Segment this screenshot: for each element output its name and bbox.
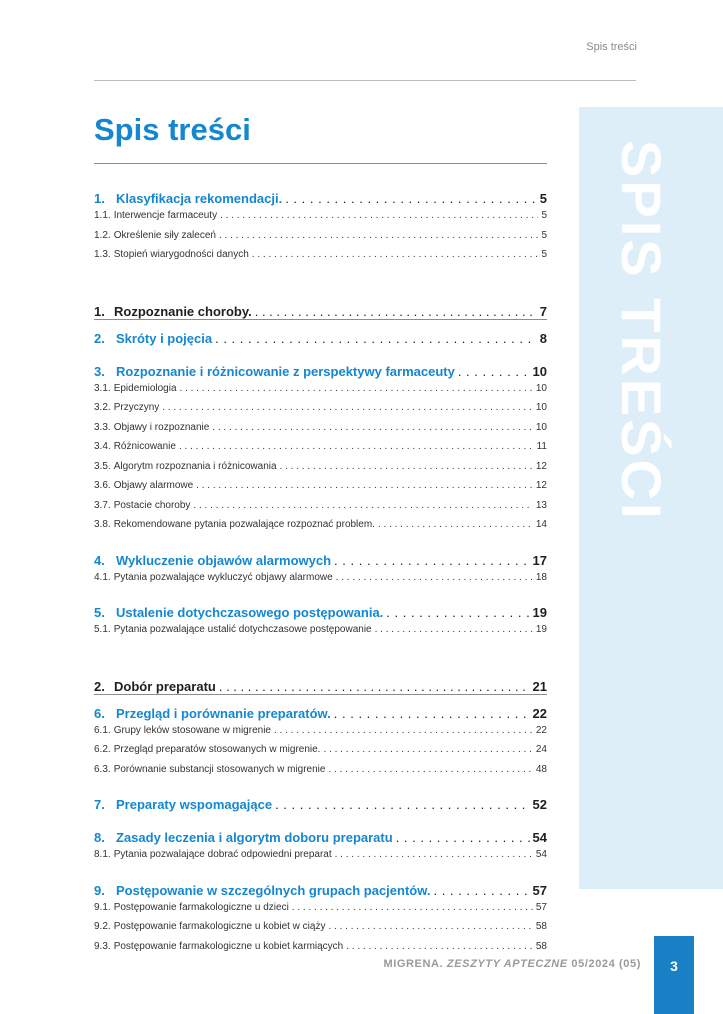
toc-leader-dots [196,480,533,491]
toc-number: 3.4. [94,441,111,453]
toc-subentry[interactable] [94,206,547,226]
toc-number: 3.3. [94,421,111,433]
toc-leader-dots [179,441,534,452]
toc-page-number: 11 [536,441,547,453]
toc-page-number: 17 [532,552,547,568]
toc-leader-dots [323,744,532,755]
toc-chapter-entry[interactable] [94,320,547,346]
toc-label: Różnicowanie [113,441,176,453]
running-header: Spis treści [586,41,637,53]
toc-label: Preparaty wspomagające [116,797,273,812]
toc-label: Zasady leczenia i algorytm doboru preparatu [116,830,393,845]
toc-leader-dots [458,364,530,379]
toc-label: Interwencje farmaceuty [113,210,218,222]
toc-subentry[interactable] [94,721,547,741]
toc-part-entry[interactable] [94,666,547,695]
toc-subentry[interactable] [94,620,547,640]
toc-label: Postępowanie farmakologiczne u kobiet karmiących [113,940,344,952]
toc-label: Algorytm rozpoznania i różnicowania [113,460,277,472]
toc-label: Określenie siły zaleceń [113,229,216,241]
toc-label: Pytania pozwalające ustalić dotychczasowe postępowanie [113,624,372,636]
toc-page-number: 5 [541,249,547,261]
footer-journal: ZESZYTY APTECZNE [446,958,568,970]
toc-page-number: 10 [535,421,547,433]
toc-leader-dots [335,849,533,860]
toc-number: 7. [94,797,105,812]
toc-label: Pytania pozwalające dobrać odpowiedni preparat [113,849,332,861]
toc-subentry[interactable] [94,245,547,265]
toc-page-number: 14 [535,519,547,531]
toc-label: Ustalenie dotychczasowego postępowania. [116,605,384,620]
toc-number: 2. [94,330,105,346]
toc-label: Przegląd preparatów stosowanych w migrenie. [113,744,321,756]
toc-number: 2. [94,678,105,694]
toc-label: Epidemiologia [113,382,177,394]
toc-part-entry[interactable] [94,291,547,320]
toc-leader-dots [255,304,537,319]
toc-subentry[interactable] [94,226,547,246]
toc-subentry[interactable] [94,398,547,418]
toc-label: Rekomendowane pytania pozwalające rozpoznać problem. [113,519,375,531]
toc-page-number: 24 [535,744,547,756]
toc-leader-dots [212,422,533,433]
toc-leader-dots [280,461,533,472]
toc-page-number: 5 [541,210,547,222]
toc-number: 3.1. [94,382,111,394]
toc-number: 9. [94,882,105,898]
toc-leader-dots [396,830,530,845]
toc-leader-dots [328,764,532,775]
toc-number: 5. [94,605,105,620]
toc-page-number: 58 [535,940,547,952]
page-number: 3 [670,958,678,974]
toc-leader-dots [334,706,530,721]
toc-subentry[interactable] [94,437,547,457]
toc-subentry[interactable] [94,845,547,865]
toc-page-number: 57 [535,901,547,913]
toc-page-number: 10 [532,363,547,379]
toc-label: Postępowanie farmakologiczne u kobiet w ciąży [113,921,326,933]
toc-page-number: 13 [535,499,547,511]
toc-number: 3. [94,363,105,379]
toc-label: Postępowanie farmakologiczne u dzieci [113,901,289,913]
toc-leader-dots [252,249,539,260]
toc-leader-dots [193,500,532,511]
toc-number: 8.1. [94,849,111,861]
toc-subentry[interactable] [94,740,547,760]
toc-number: 1.1. [94,210,111,222]
toc-subentry[interactable] [94,937,547,957]
toc-page-number: 12 [535,460,547,472]
toc-subentry[interactable] [94,496,547,516]
toc-label: Postacie choroby [113,499,191,511]
toc-leader-dots [219,230,538,241]
toc-number: 6.1. [94,724,111,736]
toc-number: 6. [94,705,105,721]
toc-label: Stopień wiarygodności danych [113,249,249,261]
toc-page-number: 10 [535,382,547,394]
toc-leader-dots [162,402,533,413]
toc-label: Przegląd i porównanie preparatów. [116,705,331,721]
toc-chapter-entry[interactable] [94,542,547,568]
toc-page-number: 10 [535,402,547,414]
toc-number: 4. [94,552,105,568]
toc-page-number: 19 [532,605,547,620]
toc-leader-dots [433,883,529,898]
toc-label: Objawy alarmowe [113,480,194,492]
toc-label: Przyczyny [113,402,160,414]
toc-leader-dots [375,624,533,635]
header-divider [94,80,636,81]
toc-number: 1. [94,303,105,319]
toc-chapter-entry[interactable] [94,786,547,812]
toc-label: Rozpoznanie choroby. [114,303,252,319]
toc-number: 3.8. [94,519,111,531]
toc-chapter-entry[interactable] [94,695,547,721]
toc-number: 4.1. [94,571,111,583]
footer-issue: 05/2024 (05) [571,958,641,970]
toc-number: 3.5. [94,460,111,472]
toc-subentry[interactable] [94,476,547,496]
toc-page-number: 7 [539,303,547,319]
toc-leader-dots [334,553,529,568]
toc-number: 3.6. [94,480,111,492]
toc-chapter-entry[interactable] [94,594,547,620]
page-title: Spis treści [94,112,251,147]
toc-label: Wykluczenie objawów alarmowych [116,552,332,568]
toc-leader-dots [386,605,529,620]
toc-number: 3.7. [94,499,111,511]
toc-subentry[interactable] [94,568,547,588]
title-divider [94,163,547,164]
toc-label: Klasyfikacja rekomendacji. [116,191,283,206]
toc-page-number: 12 [535,480,547,492]
toc-page-number: 54 [532,830,547,845]
toc-number: 3.2. [94,402,111,414]
toc-page-number: 18 [535,571,547,583]
toc-chapter-entry[interactable] [94,819,547,845]
toc-number: 5.1. [94,624,111,636]
toc-page-number: 48 [535,763,547,775]
toc-number: 8. [94,830,105,845]
table-of-contents [94,180,547,956]
toc-label: Skróty i pojęcia [116,330,213,346]
toc-subentry[interactable] [94,457,547,477]
side-label: SPIS TREŚCI [610,140,673,522]
toc-number: 9.1. [94,901,111,913]
toc-number: 6.3. [94,763,111,775]
toc-page-number: 5 [539,191,547,206]
toc-label: Grupy leków stosowane w migrenie [113,724,271,736]
toc-page-number: 58 [535,921,547,933]
toc-label: Dobór preparatu [114,678,216,694]
toc-page-number: 57 [532,882,547,898]
toc-subentry[interactable] [94,379,547,399]
toc-label: Pytania pozwalające wykluczyć objawy alarmowe [113,571,333,583]
toc-leader-dots [285,191,537,206]
toc-leader-dots [180,383,533,394]
toc-page-number: 54 [535,849,547,861]
toc-leader-dots [328,921,532,932]
toc-number: 1.2. [94,229,111,241]
toc-leader-dots [220,210,538,221]
toc-subentry[interactable] [94,418,547,438]
toc-page-number: 5 [541,229,547,241]
toc-label: Postępowanie w szczególnych grupach pacjentów. [116,882,431,898]
toc-leader-dots [219,679,530,694]
toc-chapter-entry[interactable] [94,872,547,898]
toc-leader-dots [292,902,533,913]
toc-label: Objawy i rozpoznanie [113,421,210,433]
toc-page-number: 19 [535,624,547,636]
toc-number: 9.2. [94,921,111,933]
toc-chapter-entry[interactable] [94,353,547,379]
toc-leader-dots [346,941,533,952]
toc-leader-dots [275,797,529,812]
toc-leader-dots [378,519,533,530]
toc-page-number: 21 [532,678,547,694]
toc-label: Rozpoznanie i różnicowanie z perspektywy farmaceuty [116,363,455,379]
toc-page-number: 22 [535,724,547,736]
toc-subentry[interactable] [94,760,547,780]
toc-chapter-entry[interactable] [94,180,547,206]
toc-number: 6.2. [94,744,111,756]
toc-label: Porównanie substancji stosowanych w migrenie [113,763,326,775]
toc-subentry[interactable] [94,898,547,918]
toc-number: 9.3. [94,940,111,952]
footer [383,958,641,970]
toc-page-number: 8 [539,330,547,346]
toc-page-number: 22 [532,705,547,721]
toc-leader-dots [336,572,533,583]
toc-number: 1.3. [94,249,111,261]
toc-subentry[interactable] [94,917,547,937]
toc-number: 1. [94,191,105,206]
toc-page-number: 52 [532,797,547,812]
toc-leader-dots [274,725,533,736]
page-number-box [654,936,694,1014]
toc-subentry[interactable] [94,515,547,535]
footer-series: MIGRENA. [383,958,444,970]
toc-leader-dots [215,331,537,346]
